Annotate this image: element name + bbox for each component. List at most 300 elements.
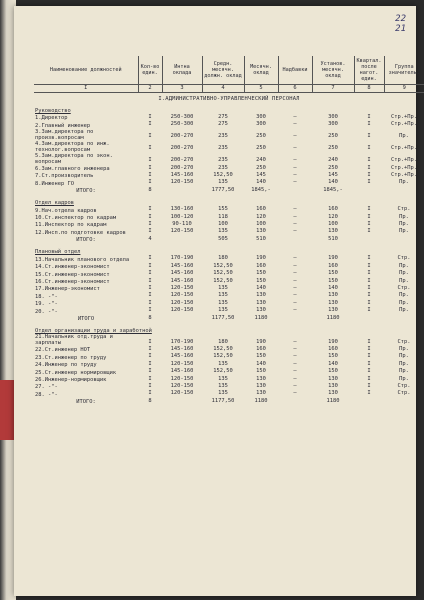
total-cell: 1180 [254, 314, 268, 321]
table-cell: 14.Ст.инженер-экономист [35, 264, 110, 271]
group-title-row [34, 196, 424, 206]
table-cell: I [367, 172, 371, 179]
table-cell: I [148, 213, 152, 220]
total-cell: 8 [148, 314, 152, 321]
table-row [34, 278, 424, 285]
table-row [34, 383, 424, 390]
col-header: Группа значитель. [384, 56, 424, 85]
table-cell: 145-160 [170, 277, 194, 284]
table-cell: 135 [218, 228, 228, 235]
table-cell: 120-150 [170, 292, 194, 299]
total-cell [278, 187, 312, 196]
table-cell: 21.Начальник отд.труда и зарплаты [35, 333, 113, 346]
total-cell: 1845,- [323, 186, 343, 193]
table-cell: I [367, 213, 371, 220]
table-cell: 180 [218, 255, 228, 262]
table-cell: 150 [256, 368, 266, 375]
table-cell: I [367, 145, 371, 152]
table-cell: 152,50 [213, 345, 233, 352]
table-cell: 130 [256, 382, 266, 389]
table-cell: 160 [328, 206, 338, 213]
table-cell: 235 [218, 164, 228, 171]
table-cell: – [293, 375, 297, 382]
table-cell: 130 [328, 307, 338, 314]
table-row [34, 300, 424, 307]
table-row [34, 361, 424, 368]
binder-tab [0, 380, 14, 440]
table-cell: 235 [218, 157, 228, 164]
table-cell: Пр. [399, 133, 409, 140]
col-header: Интна оклада [162, 56, 202, 85]
total-cell [278, 398, 312, 407]
total-cell: ИТОГО: [76, 399, 96, 406]
table-cell: 130 [328, 375, 338, 382]
table-cell: I [148, 338, 152, 345]
table-cell: 27. -"- [35, 384, 58, 391]
table-cell: 11.Инспектор по кадрам [35, 222, 107, 229]
table-cell: 5.Зам.директора по экон. вопросам [35, 152, 113, 165]
table-cell: 190 [256, 255, 266, 262]
total-cell: 510 [328, 235, 338, 242]
table-cell: I [367, 179, 371, 186]
table-cell: 150 [328, 270, 338, 277]
col-number: 9 [384, 85, 424, 93]
col-number: 8 [354, 85, 384, 93]
total-cell: 8 [148, 186, 152, 193]
table-cell: – [293, 145, 297, 152]
table-row [34, 307, 424, 314]
table-cell: 152,50 [213, 172, 233, 179]
table-cell: 160 [256, 206, 266, 213]
table-cell: 120-150 [170, 179, 194, 186]
table-cell: 19. -"- [35, 301, 58, 308]
table-row [34, 214, 424, 221]
table-cell: 152,50 [213, 353, 233, 360]
col-header: Месячн. оклад [244, 56, 278, 85]
table-row [34, 390, 424, 397]
total-cell: 1180 [326, 314, 340, 321]
table-cell: I [148, 164, 152, 171]
table-cell: 145-160 [170, 368, 194, 375]
table-cell: 120-150 [170, 360, 194, 367]
table-cell: I [148, 284, 152, 291]
table-cell: I [367, 338, 371, 345]
table-cell: I [148, 221, 152, 228]
table-cell: 170-190 [170, 338, 194, 345]
table-cell: 140 [328, 360, 338, 367]
table-cell: I [367, 113, 371, 120]
table-cell: I [367, 206, 371, 213]
total-cell [384, 187, 424, 196]
table-cell: 7.Ст.производитель [35, 173, 94, 180]
table-cell: 16.Ст.инженер-экономист [35, 278, 110, 285]
total-cell: ИТОГО: [76, 237, 96, 244]
table-cell: Стр. [397, 382, 411, 389]
table-cell: 13.Начальник планового отдела [35, 256, 130, 263]
table-cell: 200-270 [170, 164, 194, 171]
table-cell: I [367, 270, 371, 277]
group-title-row [34, 104, 424, 114]
group-title-row [34, 324, 424, 334]
table-cell: 130 [328, 390, 338, 397]
table-row [34, 292, 424, 299]
total-cell [278, 315, 312, 324]
table-cell: 130 [256, 228, 266, 235]
table-row [34, 270, 424, 277]
table-cell: – [293, 353, 297, 360]
table-cell: I [148, 172, 152, 179]
table-cell: I [367, 360, 371, 367]
table-cell: Пр. [399, 270, 409, 277]
table-cell: 135 [218, 382, 228, 389]
table-cell: 10.Ст.инспектор по кадрам [35, 215, 117, 222]
total-row [34, 236, 424, 245]
table-cell: – [293, 345, 297, 352]
table-cell: I [367, 255, 371, 262]
col-header: Средн. месячн. должн. оклад [202, 56, 244, 85]
table-cell: I [367, 277, 371, 284]
total-cell [278, 236, 312, 245]
total-cell: 1845,- [251, 186, 271, 193]
table-cell: 140 [256, 179, 266, 186]
table-cell: I [367, 121, 371, 128]
table-cell: 90-110 [172, 221, 192, 228]
table-cell: 120-150 [170, 382, 194, 389]
table-cell: – [293, 307, 297, 314]
table-cell: 200-270 [170, 145, 194, 152]
table-cell: 120-150 [170, 284, 194, 291]
total-cell [162, 236, 202, 245]
table-cell: 200-270 [170, 157, 194, 164]
table-cell: – [293, 284, 297, 291]
table-cell: Пр. [399, 292, 409, 299]
table-row [34, 376, 424, 383]
table-cell: 190 [328, 255, 338, 262]
col-number: 4 [202, 85, 244, 93]
table-cell: I [148, 382, 152, 389]
table-cell: Пр. [399, 368, 409, 375]
table-cell: I [148, 262, 152, 269]
table-cell: – [293, 179, 297, 186]
table-cell: 2.Главный инженер [35, 122, 91, 129]
page-number-top: 22 [395, 14, 406, 24]
table-cell: 120 [256, 213, 266, 220]
table-cell: 250 [256, 133, 266, 140]
table-cell: Пр. [399, 221, 409, 228]
col-number: 3 [162, 85, 202, 93]
table-cell: 250 [328, 164, 338, 171]
table-cell: Стр.+Пр. [391, 172, 417, 179]
table-cell: 300 [256, 121, 266, 128]
document-page [14, 6, 420, 596]
table-cell: I [148, 390, 152, 397]
table-cell: – [293, 277, 297, 284]
table-row [34, 255, 424, 262]
table-row [34, 165, 424, 172]
table-row [34, 206, 424, 213]
section-title: I.АДМИНИСТРАТИВНО-УПРАВЛЕНЧЕСКИЙ ПЕРСОНАЛ [158, 96, 300, 103]
total-cell: 505 [218, 235, 228, 242]
table-cell: 23.Ст.инженер по труду [35, 354, 107, 361]
table-cell: 8.Инженер ГО [35, 180, 74, 187]
table-cell: – [293, 382, 297, 389]
table-cell: 152,50 [213, 262, 233, 269]
col-header: Установ. месячн. оклад [312, 56, 354, 85]
group-title: Руководство [35, 107, 71, 114]
table-cell: 300 [328, 113, 338, 120]
col-header: Надбавки [278, 56, 312, 85]
total-cell [354, 187, 384, 196]
table-cell: – [293, 299, 297, 306]
table-cell: 200-270 [170, 133, 194, 140]
table-cell: Пр. [399, 299, 409, 306]
table-row [34, 263, 424, 270]
table-cell: Пр. [399, 345, 409, 352]
table-cell: 235 [218, 145, 228, 152]
table-cell: I [367, 292, 371, 299]
table-cell: Стр.+Пр. [391, 157, 417, 164]
table-cell: 135 [218, 375, 228, 382]
table-cell: 130 [328, 228, 338, 235]
table-cell: 130 [256, 375, 266, 382]
table-cell: I [148, 228, 152, 235]
total-cell: 4 [148, 235, 152, 242]
col-header: Квартал. после нагот. един. [354, 56, 384, 85]
total-cell: 1177,50 [211, 397, 235, 404]
col-number: 5 [244, 85, 278, 93]
total-row [34, 315, 424, 324]
header-row [34, 56, 424, 85]
table-cell: 135 [218, 307, 228, 314]
table-cell: 4.Зам.директора по инж. технолог.вопросам [35, 140, 110, 153]
table-cell: I [148, 299, 152, 306]
table-cell: 130 [256, 299, 266, 306]
total-row [34, 187, 424, 196]
staff-table [34, 56, 424, 407]
table-cell: I [148, 113, 152, 120]
table-cell: I [367, 382, 371, 389]
table-cell: 275 [218, 113, 228, 120]
total-cell: 1177,50 [211, 314, 235, 321]
table-cell: 135 [218, 292, 228, 299]
table-cell: 130 [256, 390, 266, 397]
table-cell: 145 [328, 172, 338, 179]
table-cell: 118 [218, 213, 228, 220]
table-cell: Стр. [397, 255, 411, 262]
total-cell [162, 398, 202, 407]
table-cell: 130 [256, 307, 266, 314]
total-cell: ИТОГО: [76, 188, 96, 195]
table-cell: 22.Ст.инженер НОТ [35, 347, 91, 354]
table-cell: I [367, 368, 371, 375]
group-title: Плановый отдел [35, 249, 81, 256]
table-cell: 3.Зам.директора по произв.вопросам [35, 128, 94, 141]
total-cell [384, 236, 424, 245]
table-cell: – [293, 255, 297, 262]
table-row [34, 228, 424, 235]
col-number: 7 [312, 85, 354, 93]
table-cell: – [293, 368, 297, 375]
table-cell: 24.Инженер по труду [35, 362, 97, 369]
table-cell: 20. -"- [35, 308, 58, 315]
col-number: 6 [278, 85, 312, 93]
table-cell: 300 [328, 121, 338, 128]
table-cell: 250-300 [170, 121, 194, 128]
table-cell: I [367, 221, 371, 228]
table-row [34, 153, 424, 165]
group-title: Отдел кадров [35, 200, 74, 207]
table-cell: 250 [328, 133, 338, 140]
table-cell: I [367, 133, 371, 140]
table-cell: 9.Нач.отдела кадров [35, 207, 97, 214]
table-cell: – [293, 228, 297, 235]
table-cell: 250 [328, 145, 338, 152]
table-cell: 150 [328, 368, 338, 375]
total-cell: 1777,50 [211, 186, 235, 193]
table-cell: Пр. [399, 179, 409, 186]
table-cell: 145-160 [170, 262, 194, 269]
table-cell: I [367, 390, 371, 397]
total-cell: 1180 [326, 397, 340, 404]
table-cell: 6.Зам.главного инженера [35, 166, 110, 173]
table-cell: 155 [218, 206, 228, 213]
page-number-bottom: 21 [395, 24, 406, 34]
table-cell: – [293, 133, 297, 140]
table-cell: 135 [218, 390, 228, 397]
table-cell: 135 [218, 284, 228, 291]
table-cell: 150 [256, 277, 266, 284]
table-cell: 120-150 [170, 228, 194, 235]
table-cell: Пр. [399, 228, 409, 235]
table-cell: Пр. [399, 360, 409, 367]
total-cell [354, 398, 384, 407]
table-cell: – [293, 221, 297, 228]
table-cell: 150 [328, 277, 338, 284]
table-cell: I [367, 284, 371, 291]
table-row [34, 141, 424, 153]
group-title: Отдел организации труда и заработной [35, 327, 152, 334]
table-cell: 28. -"- [35, 391, 58, 398]
table-cell: – [293, 113, 297, 120]
table-cell: Стр. [397, 206, 411, 213]
table-cell: – [293, 172, 297, 179]
total-cell: 510 [256, 235, 266, 242]
table-cell: 152,50 [213, 277, 233, 284]
table-cell: 160 [328, 262, 338, 269]
table-cell: – [293, 270, 297, 277]
table-row [34, 114, 424, 121]
table-cell: 130 [328, 382, 338, 389]
table-cell: 190 [256, 338, 266, 345]
table-cell: Пр. [399, 277, 409, 284]
table-cell: 130 [256, 292, 266, 299]
table-cell: I [367, 157, 371, 164]
table-cell: 18. -"- [35, 293, 58, 300]
table-body [34, 93, 424, 407]
table-cell: I [367, 262, 371, 269]
table-cell: I [367, 164, 371, 171]
table-cell: – [293, 121, 297, 128]
table-cell: 135 [218, 360, 228, 367]
table-cell: Стр.+Пр. [391, 164, 417, 171]
table-cell: 152,50 [213, 368, 233, 375]
table-cell: Пр. [399, 375, 409, 382]
col-header: Кол-во един. [138, 56, 162, 85]
table-cell: 140 [256, 284, 266, 291]
table-cell: I [148, 360, 152, 367]
table-cell: I [148, 145, 152, 152]
page-number [395, 14, 406, 34]
table-cell: 170-190 [170, 255, 194, 262]
table-cell: Стр. [397, 390, 411, 397]
table-cell: 15.Ст.инженер-экономист [35, 271, 110, 278]
table-row [34, 172, 424, 179]
table-cell: 145-160 [170, 353, 194, 360]
table-cell: 120-150 [170, 375, 194, 382]
table-row [34, 368, 424, 375]
table-cell: 190 [328, 338, 338, 345]
total-cell [384, 398, 424, 407]
table-cell: 100-120 [170, 213, 194, 220]
table-cell: 160 [328, 345, 338, 352]
table-cell: 145 [256, 172, 266, 179]
table-cell: Стр.+Пр. [391, 121, 417, 128]
table-cell: 17.Инженер-экономист [35, 286, 100, 293]
table-cell: I [148, 375, 152, 382]
table-cell: 12.Инсп.по подготовке кадров [35, 229, 126, 236]
total-cell: 1180 [254, 397, 268, 404]
table-cell: 160 [256, 262, 266, 269]
table-row [34, 334, 424, 346]
table-cell: 160 [256, 345, 266, 352]
table-cell: I [367, 228, 371, 235]
table-cell: 100 [328, 221, 338, 228]
table-cell: 120-150 [170, 299, 194, 306]
table-cell: Пр. [399, 307, 409, 314]
table-cell: 300 [256, 113, 266, 120]
table-cell: 120-150 [170, 307, 194, 314]
table-row [34, 353, 424, 360]
table-cell: 240 [256, 157, 266, 164]
table-cell: 120 [328, 213, 338, 220]
table-cell: – [293, 164, 297, 171]
table-cell: I [367, 307, 371, 314]
table-cell: 250 [256, 145, 266, 152]
total-cell: ИТОГО [77, 315, 95, 322]
table-cell: 152,50 [213, 270, 233, 277]
table-cell: – [293, 262, 297, 269]
table-row [34, 121, 424, 128]
table-cell: I [367, 375, 371, 382]
table-cell: – [293, 206, 297, 213]
table-cell: 100 [256, 221, 266, 228]
table-cell: I [148, 121, 152, 128]
col-number: 2 [138, 85, 162, 93]
table-cell: Пр. [399, 213, 409, 220]
table-cell: I [148, 277, 152, 284]
table-cell: 130 [328, 299, 338, 306]
table-cell: 26.Инженер-нормировщик [35, 376, 107, 383]
table-cell: 130 [328, 292, 338, 299]
table-cell: 240 [328, 157, 338, 164]
total-cell [162, 187, 202, 196]
table-cell: I [148, 255, 152, 262]
table-cell: 145-160 [170, 345, 194, 352]
group-title-row [34, 245, 424, 255]
table-cell: I [148, 206, 152, 213]
table-cell: Стр.+Пр. [391, 113, 417, 120]
table-cell: 140 [328, 284, 338, 291]
